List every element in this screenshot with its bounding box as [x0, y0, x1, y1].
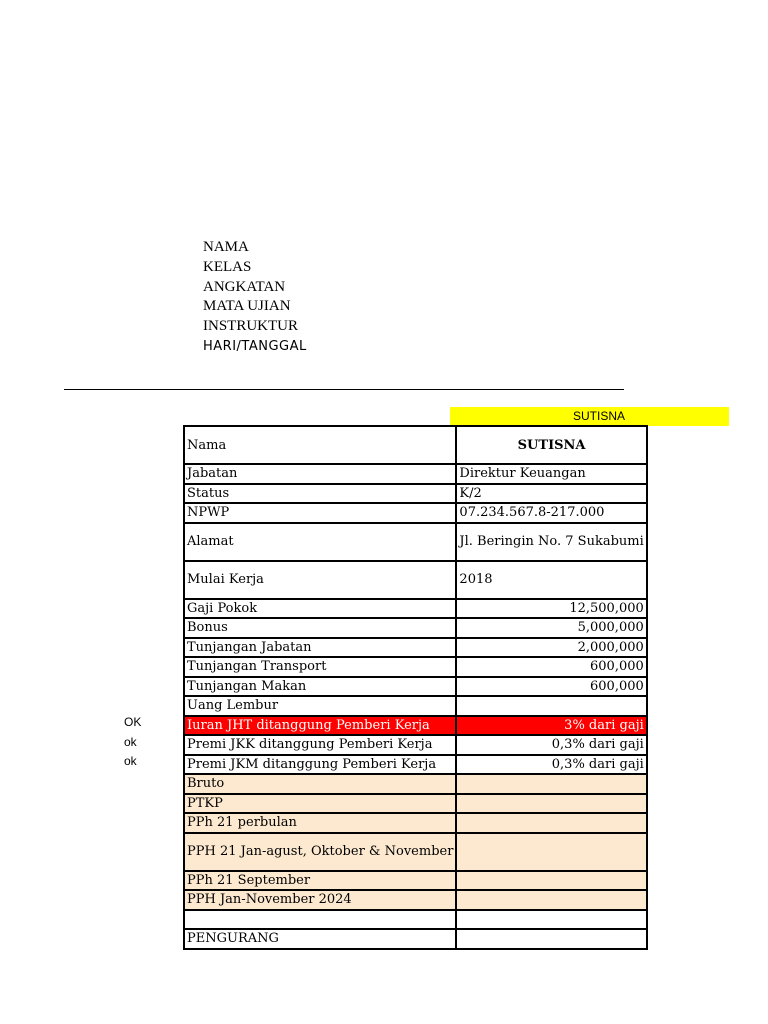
row-value: K/2	[456, 484, 646, 504]
row-value	[456, 696, 646, 716]
row-label: Status	[184, 484, 456, 504]
table-row	[184, 503, 647, 523]
table-row	[184, 890, 647, 910]
header-field-kelas: KELAS	[203, 258, 252, 275]
table-row	[184, 638, 647, 658]
row-value	[456, 813, 646, 833]
row-label: Tunjangan Transport	[184, 657, 456, 677]
side-note-jht: OK	[124, 715, 142, 729]
row-value: 0,3% dari gaji	[456, 755, 646, 775]
row-value	[456, 910, 646, 930]
yellow-name-cell: SUTISNA	[450, 407, 729, 426]
divider-line	[64, 389, 624, 390]
header-field-hari-tanggal: HARI/TANGGAL	[203, 338, 307, 354]
row-label: PENGURANG	[184, 929, 456, 949]
table-row	[184, 464, 647, 484]
side-note-jkk: ok	[124, 735, 137, 749]
exam-header	[203, 238, 307, 357]
row-label: Mulai Kerja	[184, 561, 456, 599]
row-value: 3% dari gaji	[456, 716, 646, 736]
table-row	[184, 599, 647, 619]
table-row	[184, 484, 647, 504]
row-value: 600,000	[456, 677, 646, 697]
row-value: 2,000,000	[456, 638, 646, 658]
table-row	[184, 735, 647, 755]
row-label: Iuran JHT ditanggung Pemberi Kerja	[184, 716, 456, 736]
row-label: Bruto	[184, 774, 456, 794]
table-row	[184, 426, 647, 464]
side-note-jkm: ok	[124, 754, 137, 768]
row-value	[456, 794, 646, 814]
table-row	[184, 677, 647, 697]
table-row	[184, 696, 647, 716]
employee-table	[183, 425, 648, 950]
row-label: Nama	[184, 426, 456, 464]
table-row	[184, 618, 647, 638]
row-label: PPh 21 perbulan	[184, 813, 456, 833]
row-label: Premi JKM ditanggung Pemberi Kerja	[184, 755, 456, 775]
row-value	[456, 929, 646, 949]
row-label: PPh 21 September	[184, 871, 456, 891]
row-label: Jabatan	[184, 464, 456, 484]
row-label: Uang Lembur	[184, 696, 456, 716]
table-row	[184, 871, 647, 891]
row-label: Alamat	[184, 523, 456, 561]
row-value: 0,3% dari gaji	[456, 735, 646, 755]
row-value	[456, 871, 646, 891]
row-value: 5,000,000	[456, 618, 646, 638]
table-row	[184, 813, 647, 833]
table-row	[184, 794, 647, 814]
header-field-angkatan: ANGKATAN	[203, 278, 286, 295]
row-label: Tunjangan Makan	[184, 677, 456, 697]
row-value	[456, 890, 646, 910]
header-field-instruktur: INSTRUKTUR	[203, 318, 299, 335]
row-label: Tunjangan Jabatan	[184, 638, 456, 658]
row-label: PPH Jan-November 2024	[184, 890, 456, 910]
row-label	[184, 910, 456, 930]
row-value	[456, 774, 646, 794]
row-label: NPWP	[184, 503, 456, 523]
header-field-mata-ujian: MATA UJIAN	[203, 298, 291, 315]
row-value: Jl. Beringin No. 7 Sukabumi	[456, 523, 646, 561]
table-row	[184, 561, 647, 599]
row-label: PTKP	[184, 794, 456, 814]
table-row	[184, 910, 647, 930]
row-value: 2018	[456, 561, 646, 599]
row-value: 600,000	[456, 657, 646, 677]
table-row	[184, 929, 647, 949]
table-row	[184, 833, 647, 871]
table-row-highlighted	[184, 716, 647, 736]
row-value: SUTISNA	[456, 426, 646, 464]
table-row	[184, 657, 647, 677]
row-value: 07.234.567.8-217.000	[456, 503, 646, 523]
table-row	[184, 523, 647, 561]
row-label: Bonus	[184, 618, 456, 638]
table-row	[184, 774, 647, 794]
row-value	[456, 833, 646, 871]
row-value: 12,500,000	[456, 599, 646, 619]
table-row	[184, 755, 647, 775]
row-label: Gaji Pokok	[184, 599, 456, 619]
row-label: Premi JKK ditanggung Pemberi Kerja	[184, 735, 456, 755]
row-value: Direktur Keuangan	[456, 464, 646, 484]
header-field-nama: NAMA	[203, 239, 249, 255]
row-label: PPH 21 Jan-agust, Oktober & November	[184, 833, 456, 871]
